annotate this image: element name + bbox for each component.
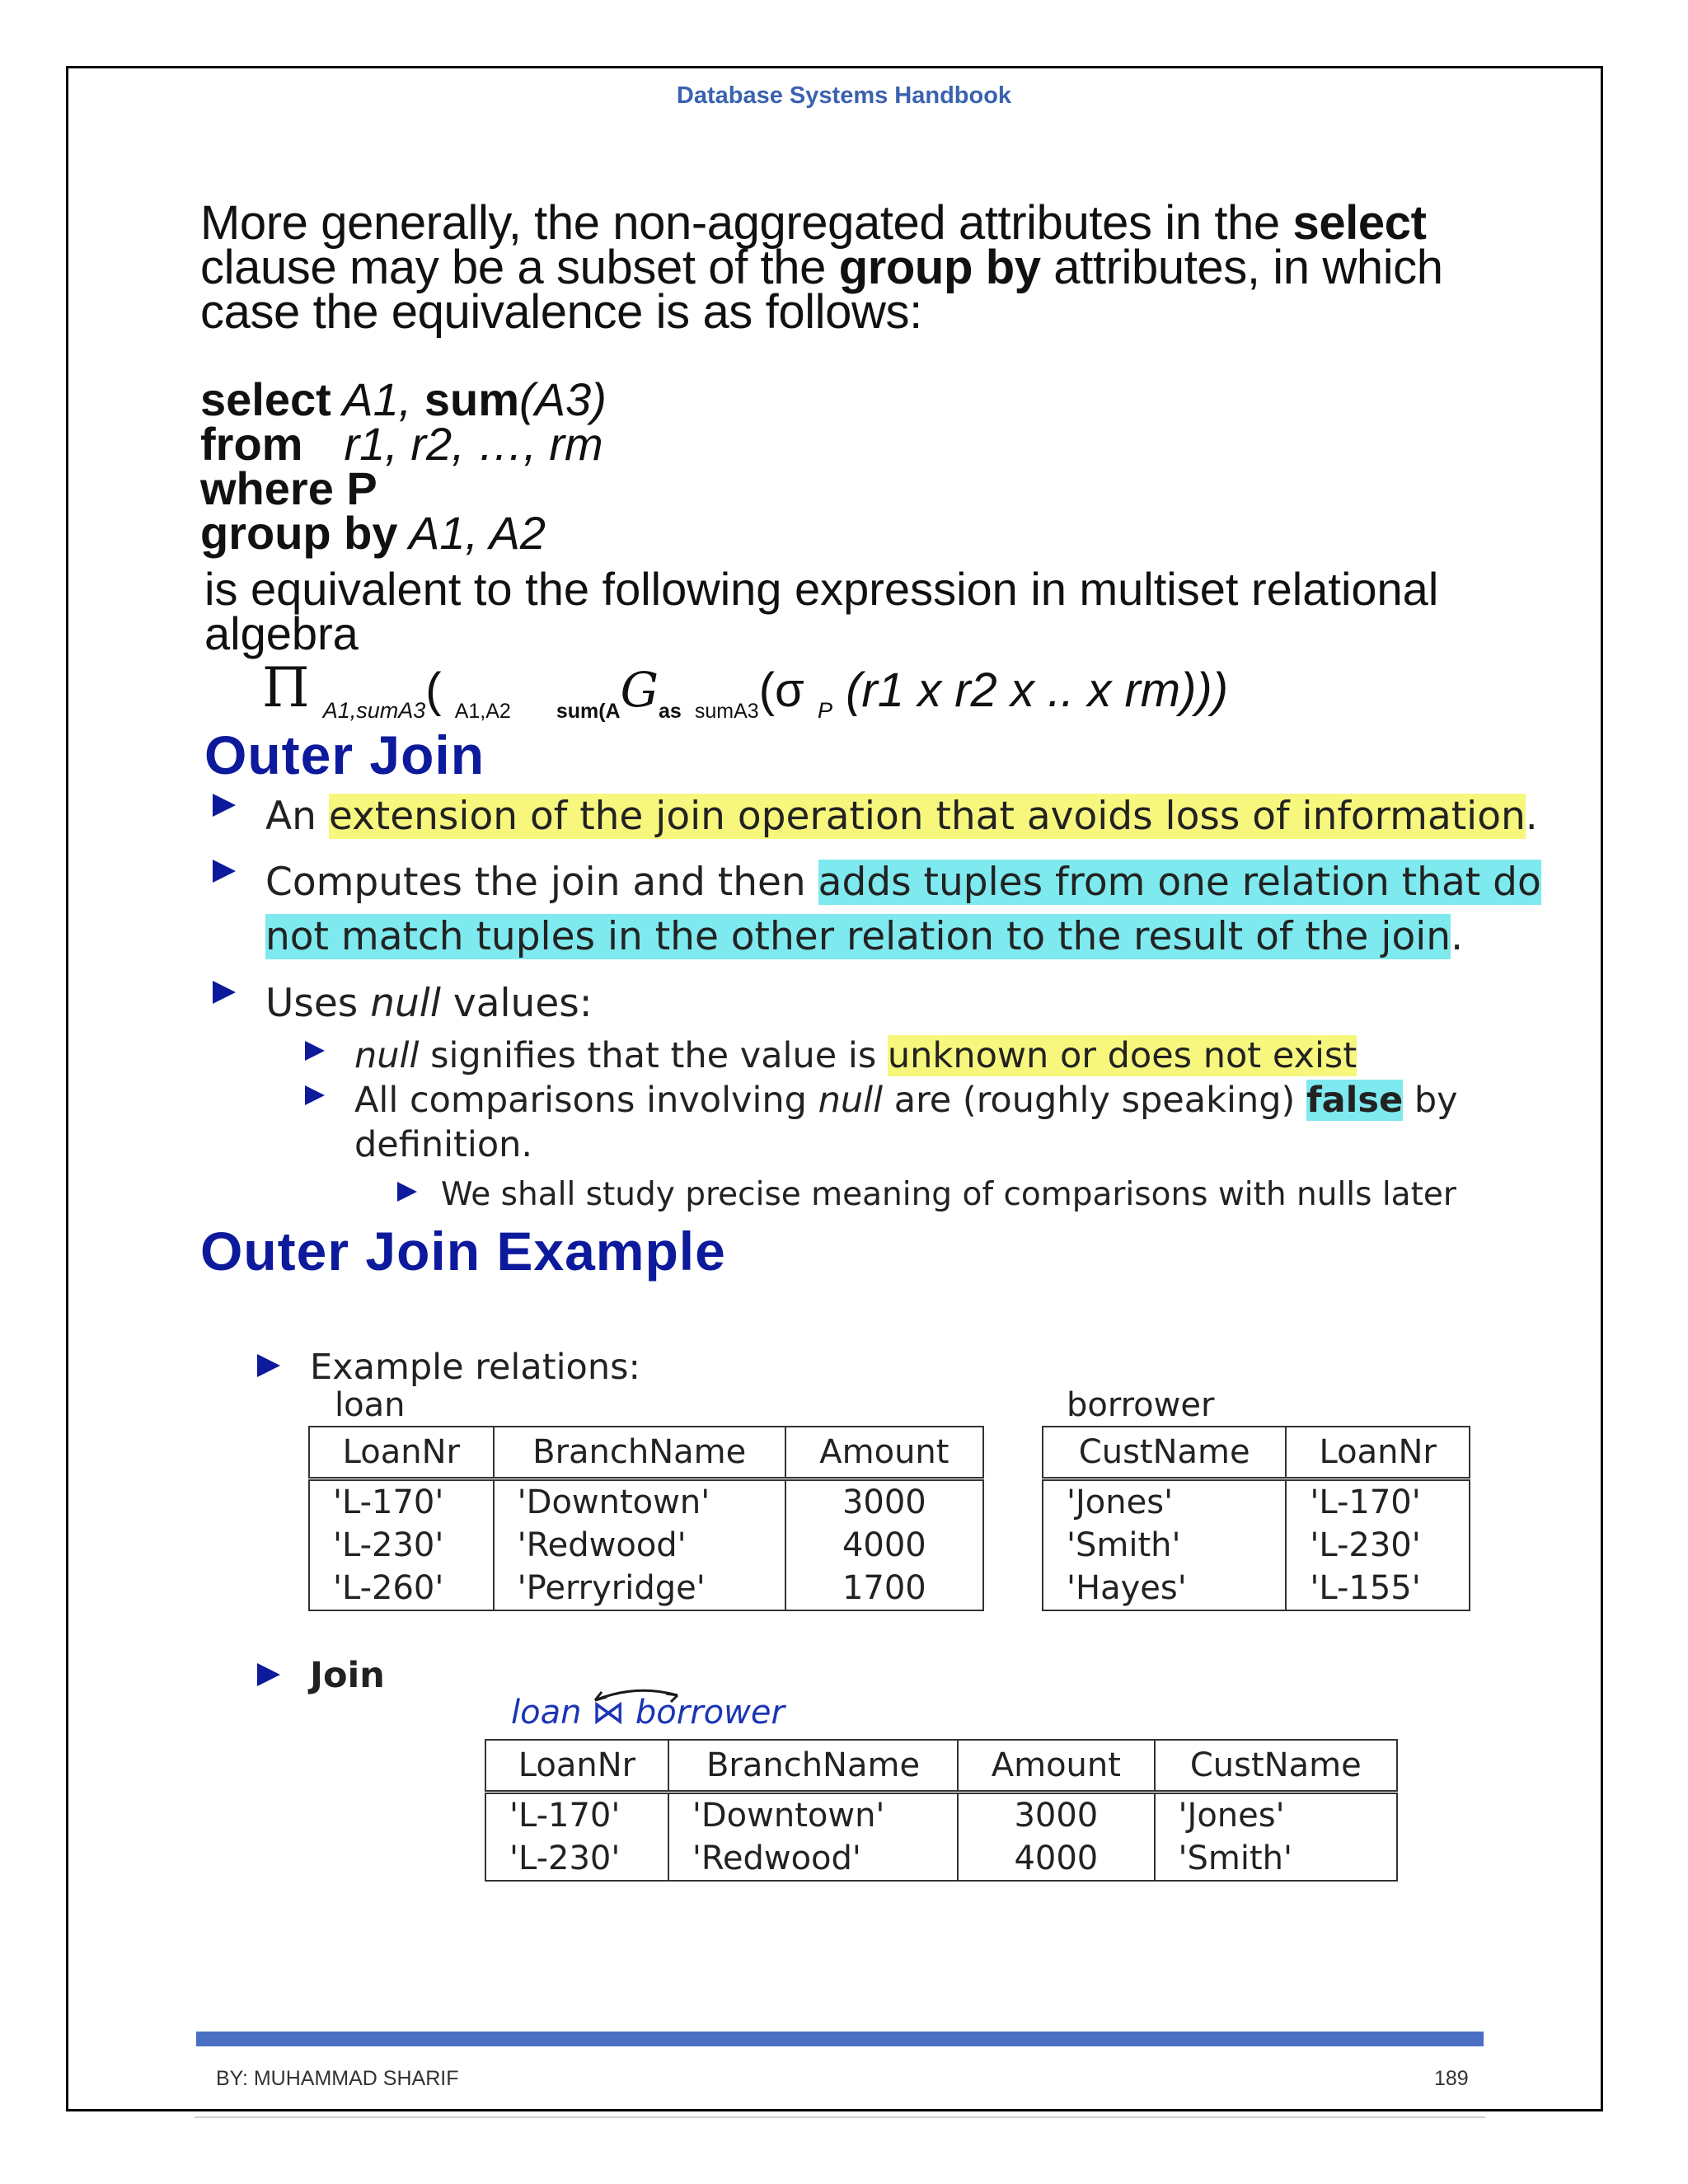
loan-table: [308, 1426, 984, 1611]
table-cell: 'Jones': [1155, 1793, 1397, 1838]
column-header: CustName: [1155, 1740, 1397, 1793]
column-header: BranchName: [494, 1427, 785, 1479]
table-cell: 'L-230': [485, 1837, 668, 1881]
table-cell: 'Jones': [1043, 1479, 1286, 1525]
join-expression: loan ⋈ borrower: [511, 1694, 785, 1732]
full-outer-join-symbol: ⋈: [592, 1694, 625, 1732]
table-cell: 'Smith': [1043, 1524, 1286, 1567]
table-cell: 'Redwood': [494, 1524, 785, 1567]
bullet-triangle-icon: [257, 1354, 280, 1377]
table-row: [1043, 1479, 1470, 1525]
table-row: [1043, 1567, 1470, 1610]
example-relations-label: Example relations:: [310, 1347, 640, 1388]
sub-bullet-comparisons-line2: definition.: [354, 1124, 533, 1165]
table-header-row: [1043, 1427, 1470, 1479]
column-header: BranchName: [668, 1740, 958, 1793]
table-cell: 3000: [785, 1479, 983, 1525]
sub-bullet-triangle-icon: [305, 1085, 325, 1105]
sql-query: [200, 373, 607, 559]
column-header: Amount: [785, 1427, 983, 1479]
borrower-label: borrower: [1067, 1386, 1215, 1424]
column-header: Amount: [958, 1740, 1154, 1793]
table-cell: 'Perryridge': [494, 1567, 785, 1610]
sub-bullet-triangle-icon: [305, 1041, 325, 1061]
bullet-triangle-icon: [213, 794, 236, 817]
borrower-table: [1042, 1426, 1470, 1611]
table-cell: 'L-230': [1286, 1524, 1470, 1567]
sub-bullet-comparisons: All comparisons involving null are (roughly speaking) false by: [354, 1080, 1458, 1121]
table-row: [485, 1793, 1397, 1838]
table-header-row: [485, 1740, 1397, 1793]
join-label: Join: [310, 1655, 385, 1696]
equivalence-text: is equivalent to the following expression in multiset relational algebra: [204, 563, 1439, 659]
table-cell: 1700: [785, 1567, 983, 1610]
table-row: [309, 1479, 983, 1525]
column-header: LoanNr: [309, 1427, 494, 1479]
table-header-row: [309, 1427, 983, 1479]
join-result-table: [485, 1739, 1398, 1882]
table-cell: 4000: [785, 1524, 983, 1567]
table-cell: 'L-170': [485, 1793, 668, 1838]
gamma-symbol: G: [620, 662, 659, 718]
column-header: LoanNr: [485, 1740, 668, 1793]
page-number: 189: [1434, 2067, 1469, 2090]
table-cell: 'Downtown': [494, 1479, 785, 1525]
bullet-triangle-icon: [213, 860, 236, 883]
bidirectional-arrow-icon: [587, 1684, 694, 1707]
table-cell: 'Downtown': [668, 1793, 958, 1838]
relational-algebra-formula: Π $_{A1,sumA3}$( $_{A1,A2}$ $_{sum(A}G_{as}$ $_{sumA3}$(σ $_P$ (r1 x r2 x .. x rm))): [262, 656, 1229, 723]
table-row: [485, 1837, 1397, 1881]
bullet-extension: An extension of the join operation that avoids loss of information.: [265, 794, 1538, 839]
running-header: Database Systems Handbook: [676, 82, 1012, 109]
table-cell: 'L-260': [309, 1567, 494, 1610]
table-row: [309, 1567, 983, 1610]
table-cell: 4000: [958, 1837, 1154, 1881]
footer-bar: [196, 2032, 1484, 2046]
sql-select-line: select A1, sum(A3): [200, 373, 607, 425]
column-header: LoanNr: [1286, 1427, 1470, 1479]
sql-group-line: group by A1, A2: [200, 507, 546, 559]
table-cell: 'Hayes': [1043, 1567, 1286, 1610]
table-cell: 'L-170': [1286, 1479, 1470, 1525]
bullet-triangle-icon: [257, 1663, 280, 1686]
sql-where-line: where P: [200, 462, 377, 514]
loan-label: loan: [335, 1386, 406, 1424]
bullet-computes-line1: Computes the join and then adds tuples from one relation that do: [265, 860, 1541, 905]
table-cell: 'L-170': [309, 1479, 494, 1525]
table-row: [309, 1524, 983, 1567]
intro-paragraph: More generally, the non-aggregated attributes in the select clause may be a subset of the group by attributes, in which case the equivalence is as follows:: [200, 196, 1443, 339]
pi-symbol: Π: [262, 656, 310, 719]
sql-from-line: from r1, r2, …, rm: [200, 418, 603, 470]
footer-rule: [195, 2116, 1485, 2118]
table-cell: 'L-155': [1286, 1567, 1470, 1610]
sub-bullet-null-signifies: null signifies that the value is unknown or does not exist: [354, 1035, 1357, 1076]
sub-sub-bullet-nulls-later: We shall study precise meaning of comparisons with nulls later: [441, 1176, 1456, 1213]
outer-join-title: Outer Join: [204, 724, 485, 785]
table-cell: 'Smith': [1155, 1837, 1397, 1881]
table-cell: 3000: [958, 1793, 1154, 1838]
bullet-uses-null: Uses null values:: [265, 981, 593, 1026]
column-header: CustName: [1043, 1427, 1286, 1479]
table-cell: 'L-230': [309, 1524, 494, 1567]
bullet-computes-line2: not match tuples in the other relation to the result of the join.: [265, 914, 1464, 959]
sub-sub-bullet-triangle-icon: [397, 1182, 417, 1202]
table-cell: 'Redwood': [668, 1837, 958, 1881]
outer-join-example-title: Outer Join Example: [200, 1221, 726, 1282]
footer-author: BY: MUHAMMAD SHARIF: [216, 2067, 459, 2090]
bullet-triangle-icon: [213, 981, 236, 1004]
table-row: [1043, 1524, 1470, 1567]
